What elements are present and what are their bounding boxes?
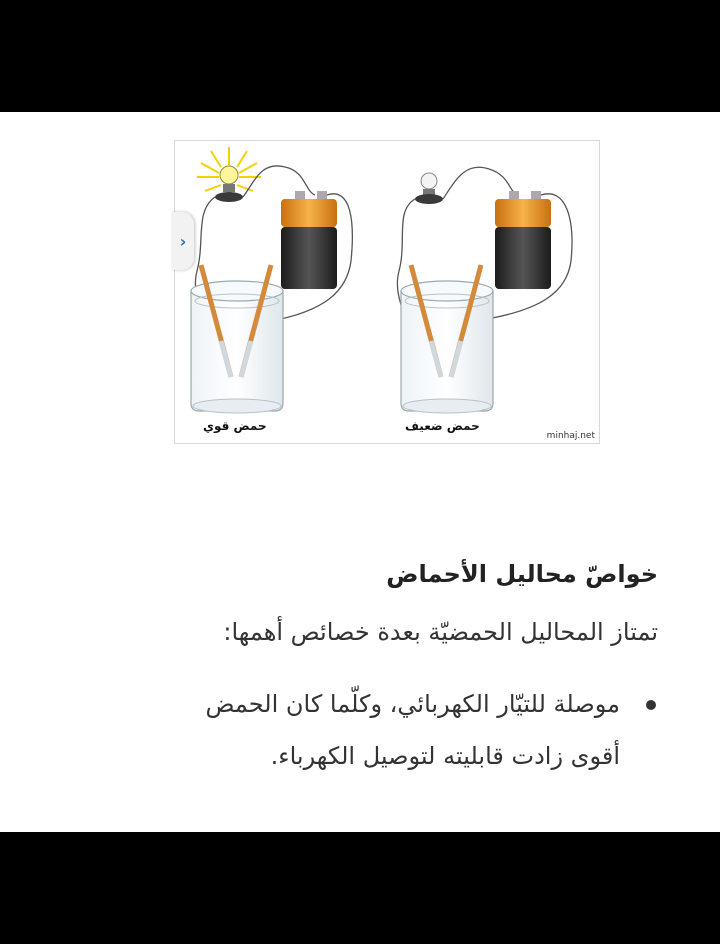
section-heading: خواصّ محاليل الأحماض [386, 560, 658, 588]
strong-acid-label: حمض قوي [203, 419, 267, 433]
battery-left [281, 191, 337, 289]
top-black-bar [0, 0, 720, 112]
conductivity-figure [174, 140, 600, 444]
image-credit: minhaj.net [546, 431, 595, 441]
beaker-left [191, 281, 283, 413]
strong-acid-setup [191, 147, 352, 413]
properties-list [190, 678, 620, 782]
list-item [190, 678, 620, 782]
article-content [0, 112, 720, 832]
beaker-right [401, 281, 493, 413]
conductivity-illustration [175, 141, 600, 444]
weak-acid-label: حمض ضعيف [405, 419, 480, 433]
weak-acid-setup [397, 167, 572, 413]
bottom-black-bar [0, 832, 720, 944]
battery-right [495, 191, 551, 289]
lit-bulb-icon [220, 166, 238, 184]
list-item-text: موصلة للتيّار الكهربائي، وكلّما كان الحمض أقوى زادت قابليته لتوصيل الكهرباء. [205, 690, 620, 770]
intro-paragraph: تمتاز المحاليل الحمضيّة بعدة خصائص أهمها: [223, 618, 658, 646]
bullet-icon [646, 700, 656, 710]
chevron-right-icon: › [179, 231, 187, 251]
dim-bulb-icon [421, 173, 437, 189]
side-panel-tab[interactable] [172, 212, 194, 270]
